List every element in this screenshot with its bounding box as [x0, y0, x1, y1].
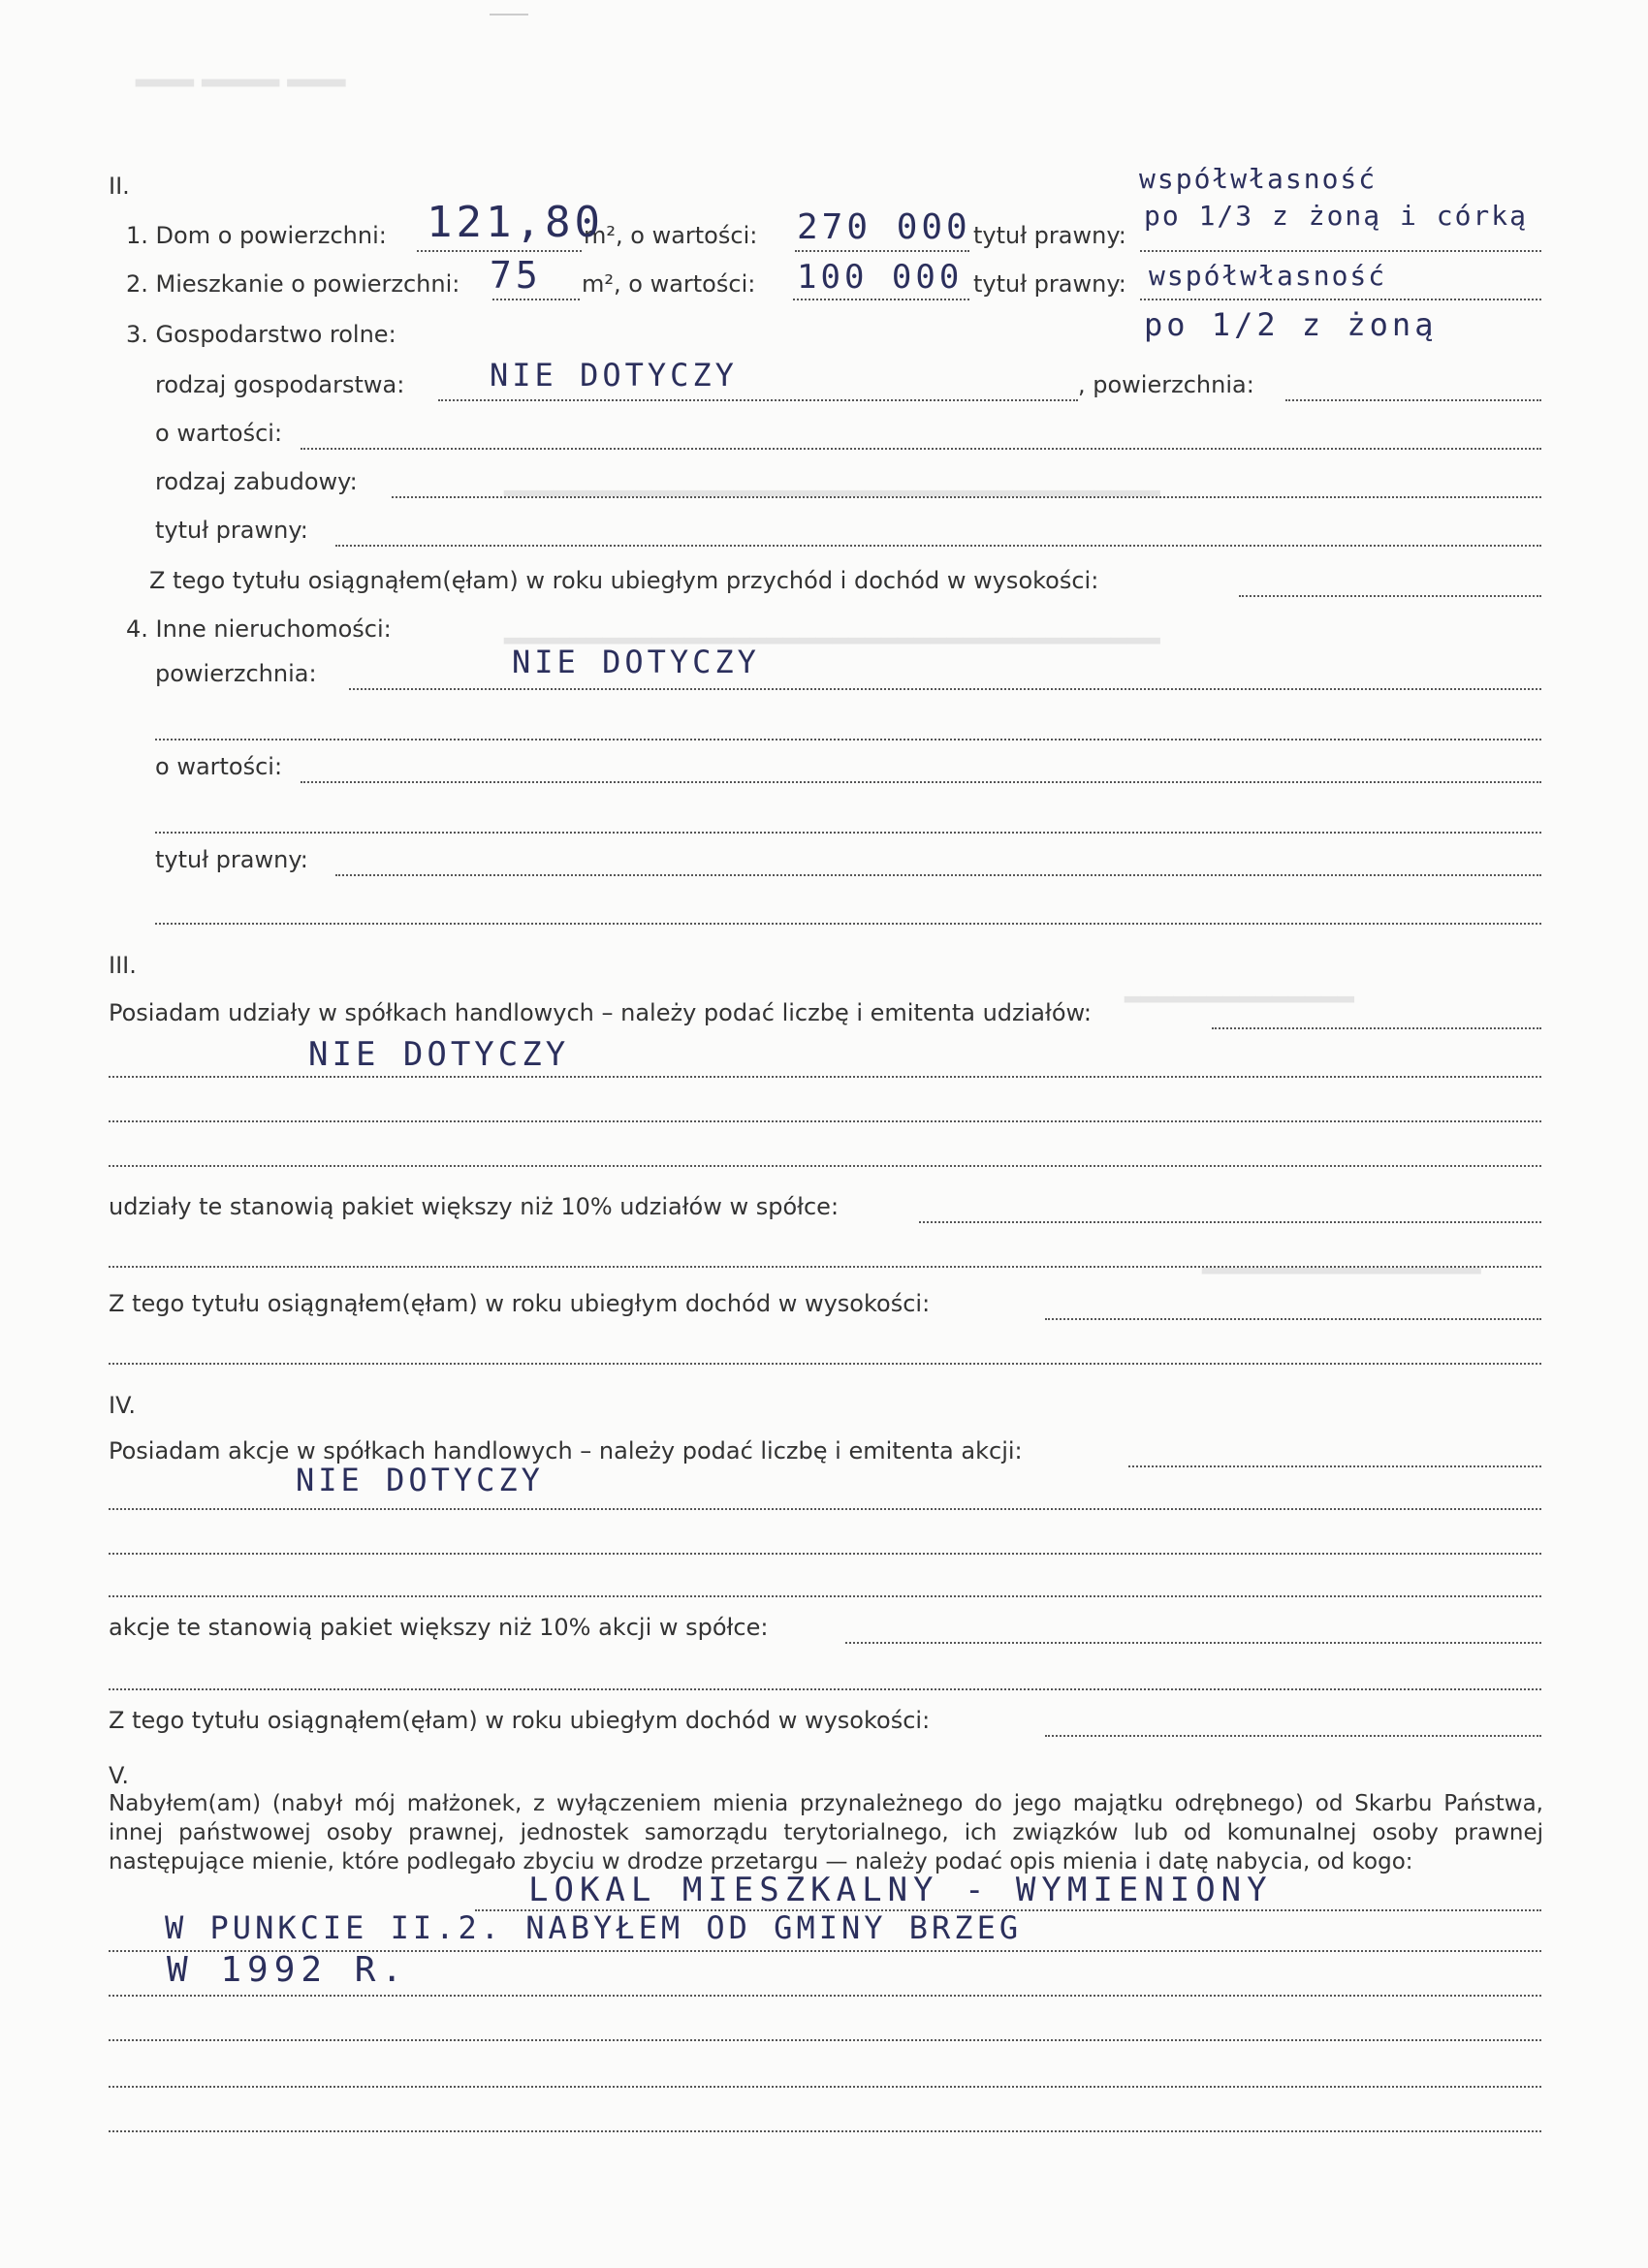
- shares-income-field-cont[interactable]: [109, 1334, 1541, 1365]
- house-area-handwritten: 121,80: [427, 198, 604, 247]
- shares-cont-row-2: [109, 1091, 1541, 1122]
- apartment-title-handwritten: współwłasność: [1149, 260, 1387, 292]
- farm-type-handwritten: NIE DOTYCZY: [490, 357, 738, 394]
- stocks-cont-row-1: [109, 1479, 1541, 1510]
- stocks-handwritten: NIE DOTYCZY: [296, 1462, 544, 1498]
- stocks-package-field-cont[interactable]: [109, 1659, 1541, 1690]
- other-area-handwritten: NIE DOTYCZY: [512, 644, 760, 680]
- other-title-label: tytuł prawny:: [155, 846, 308, 873]
- apartment-title-label: tytuł prawny:: [973, 270, 1126, 298]
- shares-package-field-cont[interactable]: [109, 1237, 1541, 1268]
- shares-package-label: udziały te stanowią pakiet większy niż 10% udziałów w spółce:: [109, 1193, 840, 1220]
- bleed-through: ▂▂▂▂▂▂▂▂▂▂▂▂▂▂▂▂▂▂▂▂▂▂▂▂▂▂▂▂▂▂▂▂▂▂▂▂▂▂▂▂: [504, 473, 1160, 497]
- acquired-answer-line3-handwritten: W 1992 R.: [167, 1950, 409, 1990]
- farm-title-label: tytuł prawny:: [155, 517, 308, 544]
- section-iv-heading: IV.: [109, 1392, 137, 1419]
- house-title-handwritten: po 1/3 z żoną i córką: [1144, 200, 1529, 232]
- stocks-package-field[interactable]: [845, 1613, 1541, 1644]
- bleed-through: ▂▂▂▂▂▂▂▂▂▂▂▂▂▂▂▂▂: [1202, 1250, 1481, 1275]
- shares-row: [109, 998, 1541, 1029]
- farm-income-row: [149, 566, 1541, 597]
- farm-value-field[interactable]: [301, 419, 1541, 450]
- house-label: 1. Dom o powierzchni:: [126, 222, 387, 249]
- other-title-field-cont[interactable]: [155, 894, 1541, 925]
- shares-cont-row-3: [109, 1136, 1541, 1167]
- farm-type-row: [155, 370, 1541, 401]
- shares-package-row: [109, 1192, 1541, 1223]
- stocks-package-cont-row: [109, 1659, 1541, 1690]
- other-area-row: [155, 659, 1541, 690]
- house-value-label: m², o wartości:: [584, 222, 758, 249]
- apartment-label: 2. Mieszkanie o powierzchni:: [126, 270, 460, 298]
- other-property-heading-row: [126, 614, 902, 646]
- farm-type-label: rodzaj gospodarstwa:: [155, 371, 405, 398]
- acquired-property-text: Nabyłem(am) (nabył mój małżonek, z wyłączeniem mienia przynależnego do jego majątku odrębnego) od Skarbu Państwa, innej państwowej osoby prawnej, jednostek samorządu terytorialnego, ich związków lub od komunalnej osoby prawnej następujące mienie, które podlegało zbyciu w drodze przetargu — należy podać opis mienia i datę nabycia, od kogo:: [109, 1791, 1543, 1874]
- other-value-field[interactable]: [301, 752, 1541, 783]
- shares-package-cont-row: [109, 1237, 1541, 1268]
- other-area-cont-row: [155, 709, 1541, 740]
- stocks-package-row: [109, 1613, 1541, 1644]
- bleed-through: ▂▂▂▂▂▂▂▂▂▂▂▂▂▂▂▂▂▂▂▂▂▂▂▂▂▂▂▂▂▂▂▂▂▂▂▂▂▂▂▂: [504, 620, 1160, 645]
- farm-value-label: o wartości:: [155, 420, 283, 447]
- other-title-cont-row: [155, 894, 1541, 925]
- farm-area-field[interactable]: [1285, 370, 1541, 401]
- section-iii-heading: III.: [109, 952, 137, 979]
- apartment-title-sub-handwritten: po 1/2 z żoną: [1144, 306, 1438, 343]
- stocks-label: Posiadam akcje w spółkach handlowych – należy podać liczbę i emitenta akcji:: [109, 1437, 1023, 1465]
- other-property-label: 4. Inne nieruchomości:: [126, 615, 392, 643]
- stocks-field-cont[interactable]: [109, 1479, 1541, 1510]
- acquired-answer-line1-handwritten: LOKAL MIESZKALNY - WYMIENIONY: [528, 1871, 1273, 1909]
- farm-building-row: [155, 467, 1541, 498]
- other-area-label: powierzchnia:: [155, 660, 317, 687]
- acquired-property-field-5[interactable]: [109, 2057, 1541, 2088]
- acquired-property-field-6[interactable]: [109, 2101, 1541, 2132]
- farm-building-label: rodzaj zabudowy:: [155, 468, 358, 495]
- page-mark: [490, 14, 528, 16]
- bleed-through: ▂▂▂ ▂▂▂▂ ▂▂▂: [136, 58, 346, 87]
- farm-title-row: [155, 516, 1541, 547]
- farm-area-label: , powierzchnia:: [1078, 371, 1254, 398]
- acquired-answer-line2-handwritten: W PUNKCIE II.2. NABYŁEM OD GMINY BRZEG: [165, 1909, 1023, 1946]
- house-title-label: tytuł prawny:: [973, 222, 1126, 249]
- bleed-through: ▂▂▂▂▂▂▂▂▂▂▂▂▂▂: [1125, 979, 1354, 1003]
- other-area-field-cont[interactable]: [155, 709, 1541, 740]
- apartment-value-label: m², o wartości:: [582, 270, 756, 298]
- stocks-income-field[interactable]: [1045, 1706, 1541, 1737]
- farm-heading-row: [126, 320, 902, 351]
- other-title-field[interactable]: [335, 845, 1541, 876]
- farm-value-row: [155, 419, 1541, 450]
- shares-handwritten: NIE DOTYCZY: [308, 1035, 570, 1074]
- other-value-field-cont[interactable]: [155, 803, 1541, 834]
- section-v-heading: V.: [109, 1762, 129, 1789]
- other-value-label: o wartości:: [155, 753, 283, 780]
- other-title-row: [155, 845, 1541, 876]
- shares-income-label: Z tego tytułu osiągnąłem(ęłam) w roku ubiegłym dochód w wysokości:: [109, 1290, 931, 1317]
- farm-income-label: Z tego tytułu osiągnąłem(ęłam) w roku ubiegłym przychód i dochód w wysokości:: [149, 567, 1099, 594]
- shares-field-cont[interactable]: [109, 1091, 1541, 1122]
- farm-building-field[interactable]: [392, 467, 1541, 498]
- acquired-property-paragraph: [109, 1789, 1543, 1876]
- farm-label: 3. Gospodarstwo rolne:: [126, 321, 396, 348]
- stocks-package-label: akcje te stanowią pakiet większy niż 10% akcji w spółce:: [109, 1614, 769, 1641]
- stocks-field-cont[interactable]: [109, 1524, 1541, 1555]
- shares-package-field[interactable]: [919, 1192, 1541, 1223]
- shares-label: Posiadam udziały w spółkach handlowych – należy podać liczbę i emitenta udziałów:: [109, 999, 1092, 1026]
- shares-field[interactable]: [1212, 998, 1541, 1029]
- farm-title-field[interactable]: [335, 516, 1541, 547]
- acquired-property-field-4[interactable]: [109, 2010, 1541, 2041]
- stocks-cont-row-2: [109, 1524, 1541, 1555]
- shares-field-cont[interactable]: [109, 1136, 1541, 1167]
- shares-income-row: [109, 1289, 1541, 1320]
- farm-income-field[interactable]: [1239, 566, 1541, 597]
- apartment-area-handwritten: 75: [490, 254, 542, 297]
- stocks-cont-row-3: [109, 1566, 1541, 1597]
- stocks-field[interactable]: [1128, 1436, 1541, 1467]
- stocks-field-cont[interactable]: [109, 1566, 1541, 1597]
- house-title-top-handwritten: współwłasność: [1139, 163, 1378, 195]
- house-value-handwritten: 270 000: [797, 207, 971, 247]
- stocks-income-row: [109, 1706, 1541, 1737]
- other-value-row: [155, 752, 1541, 783]
- stocks-income-label: Z tego tytułu osiągnąłem(ęłam) w roku ubiegłym dochód w wysokości:: [109, 1707, 931, 1734]
- shares-income-cont-row: [109, 1334, 1541, 1365]
- other-value-cont-row: [155, 803, 1541, 834]
- apartment-value-handwritten: 100 000: [797, 258, 964, 297]
- section-ii-heading: II.: [109, 173, 130, 200]
- shares-income-field[interactable]: [1045, 1289, 1541, 1320]
